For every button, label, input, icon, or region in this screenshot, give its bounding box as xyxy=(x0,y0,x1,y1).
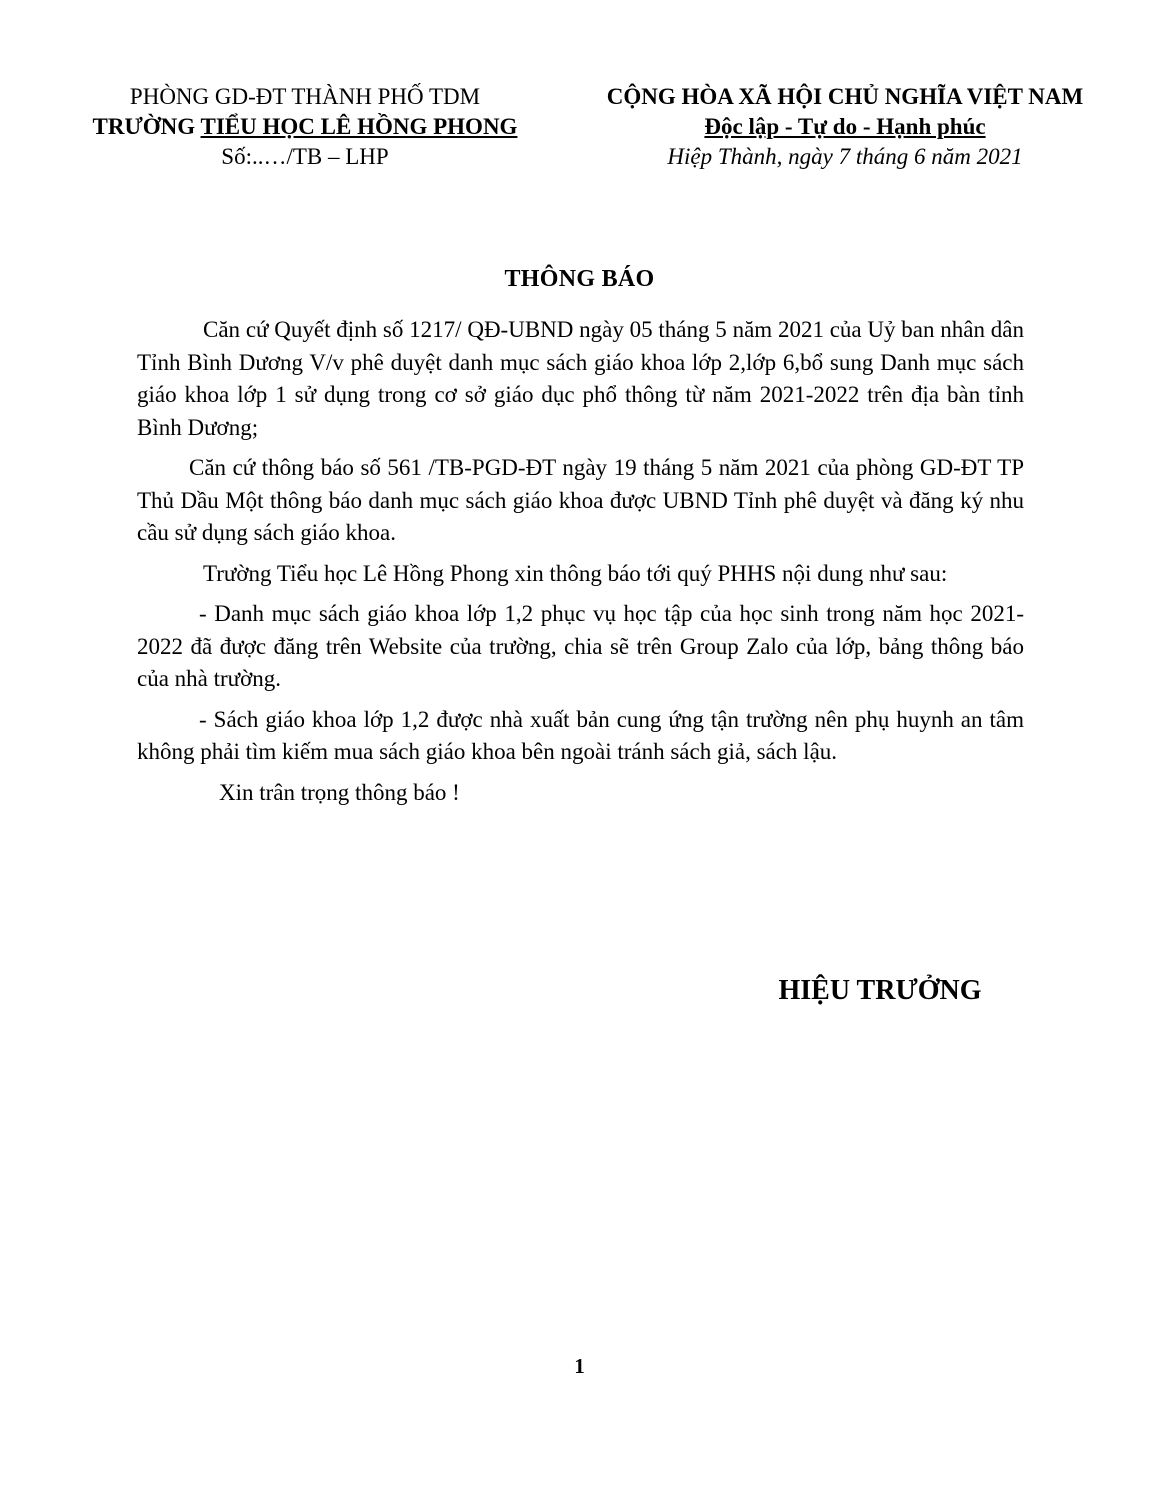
document-body xyxy=(137,314,1024,817)
page-number: 1 xyxy=(574,1354,585,1378)
national-heading-block xyxy=(575,82,1115,172)
closing-line: Xin trân trọng thông báo ! xyxy=(219,779,460,805)
school-name-prefix: TRƯỜNG xyxy=(92,114,201,139)
paragraph-item-book-list: - Danh mục sách giáo khoa lớp 1,2 phục vụ học tập của học sinh trong năm học 2021-2022 đã được đăng trên Website của trường, chia sẽ trên Group Zalo của lớp, bảng thông báo của nhà trường. xyxy=(137,601,1024,691)
signer-title: HIỆU TRƯỞNG xyxy=(778,975,982,1006)
issuer-block xyxy=(60,82,550,172)
document-number: Số:..…/TB – LHP xyxy=(221,144,389,169)
paragraph-legal-basis-1: Căn cứ Quyết định số 1217/ QĐ-UBND ngày 05 tháng 5 năm 2021 của Uỷ ban nhân dân Tỉnh Bình Dương V/v phê duyệt danh mục sách giáo khoa lớp 2,lớp 6,bổ sung Danh mục sách giáo khoa lớp 1 sử dụng trong cơ sở giáo dục phổ thông từ năm 2021-2022 trên địa bàn tỉnh Bình Dương; xyxy=(137,317,1024,440)
document-title: THÔNG BÁO xyxy=(504,266,655,292)
place-and-date: Hiệp Thành, ngày 7 tháng 6 năm 2021 xyxy=(667,144,1023,169)
paragraph-announcement-intro: Trường Tiểu học Lê Hồng Phong xin thông báo tới quý PHHS nội dung như sau: xyxy=(203,560,948,586)
school-name-underlined: TIỂU HỌC LÊ HỒNG PHONG xyxy=(200,114,518,139)
national-motto: Độc lập - Tự do - Hạnh phúc xyxy=(704,114,986,139)
department-name: PHÒNG GD-ĐT THÀNH PHỐ TDM xyxy=(129,84,481,109)
school-name xyxy=(60,112,550,142)
paragraph-item-book-supply: - Sách giáo khoa lớp 1,2 được nhà xuất bản cung ứng tận trường nên phụ huynh an tâm không phải tìm kiếm mua sách giáo khoa bên ngoài tránh sách giả, sách lậu. xyxy=(137,706,1024,764)
national-title: CỘNG HÒA XÃ HỘI CHỦ NGHĨA VIỆT NAM xyxy=(606,84,1084,109)
paragraph-legal-basis-2: Căn cứ thông báo số 561 /TB-PGD-ĐT ngày 19 tháng 5 năm 2021 của phòng GD-ĐT TP Thủ Dầu Một thông báo danh mục sách giáo khoa được UBND Tỉnh phê duyệt và đăng ký nhu cầu sử dụng sách giáo khoa. xyxy=(137,455,1024,545)
